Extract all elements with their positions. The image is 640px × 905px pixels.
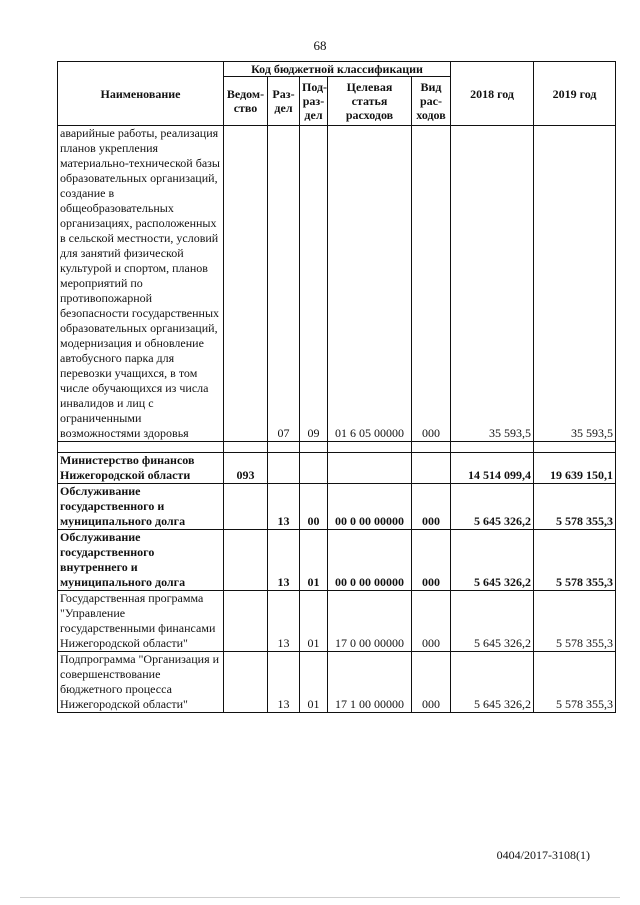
row-podrazdel: 09 [300, 126, 328, 442]
row-target: 00 0 00 00000 [328, 530, 412, 591]
row-vedomstvo [224, 530, 268, 591]
row-value-2018: 5 645 326,2 [451, 530, 534, 591]
header-vedomstvo: Ведом-ство [224, 77, 268, 126]
row-name: Государственная программа "Управление государственными финансами Нижегородской области" [58, 591, 224, 652]
row-target: 17 0 00 00000 [328, 591, 412, 652]
header-code-group: Код бюджетной классификации [224, 62, 451, 77]
spacer-row [58, 442, 616, 453]
row-razdel: 13 [268, 652, 300, 713]
header-year-2018: 2018 год [451, 62, 534, 126]
row-vid: 000 [412, 126, 451, 442]
row-name: Обслуживание государственного и муниципального долга [58, 484, 224, 530]
row-name: аварийные работы, реализация планов укрепления материально-технической базы образовательных организаций, создание в общеобразовательных организациях, расположенных в сельской местности, условий для занятий физической культурой и спортом, планов мероприятий по противопожарной безопасности государственных образовательных организаций, модернизация и обновление автобусного парка для перевозки учащихся, в том числе обучающихся из числа инвалидов и лиц с ограниченными возможностями здоровья [58, 126, 224, 442]
row-razdel: 13 [268, 591, 300, 652]
row-target: 17 1 00 00000 [328, 652, 412, 713]
row-value-2019: 5 578 355,3 [534, 530, 616, 591]
row-vid: 000 [412, 530, 451, 591]
row-value-2019: 5 578 355,3 [534, 652, 616, 713]
row-value-2019: 19 639 150,1 [534, 453, 616, 484]
row-razdel: 07 [268, 126, 300, 442]
row-razdel [268, 453, 300, 484]
table-row [58, 652, 616, 713]
row-vid [412, 453, 451, 484]
row-value-2018: 5 645 326,2 [451, 484, 534, 530]
header-target: Целевая статья расходов [328, 77, 412, 126]
row-razdel: 13 [268, 484, 300, 530]
page-number: 68 [313, 38, 327, 53]
row-razdel: 13 [268, 530, 300, 591]
row-vedomstvo [224, 652, 268, 713]
table-row [58, 484, 616, 530]
row-podrazdel: 01 [300, 652, 328, 713]
header-name: Наименование [58, 62, 224, 126]
row-vedomstvo [224, 126, 268, 442]
budget-table [57, 61, 616, 713]
table-row [58, 453, 616, 484]
row-value-2019: 5 578 355,3 [534, 484, 616, 530]
header-row-1 [58, 62, 616, 77]
row-podrazdel: 00 [300, 484, 328, 530]
bottom-divider [20, 897, 620, 898]
row-target [328, 453, 412, 484]
row-target: 00 0 00 00000 [328, 484, 412, 530]
row-vedomstvo: 093 [224, 453, 268, 484]
row-value-2018: 5 645 326,2 [451, 652, 534, 713]
header-podrazdel: Под-раз-дел [300, 77, 328, 126]
header-year-2019: 2019 год [534, 62, 616, 126]
row-vid: 000 [412, 484, 451, 530]
row-name: Обслуживание государственного внутреннего и муниципального долга [58, 530, 224, 591]
row-value-2019: 35 593,5 [534, 126, 616, 442]
table-row [58, 530, 616, 591]
row-podrazdel: 01 [300, 530, 328, 591]
header-razdel: Раз-дел [268, 77, 300, 126]
table-row [58, 126, 616, 442]
header-vid: Вид рас-ходов [412, 77, 451, 126]
row-value-2018: 35 593,5 [451, 126, 534, 442]
row-value-2018: 5 645 326,2 [451, 591, 534, 652]
row-value-2018: 14 514 099,4 [451, 453, 534, 484]
row-name: Подпрограмма "Организация и совершенствование бюджетного процесса Нижегородской области" [58, 652, 224, 713]
table-row [58, 591, 616, 652]
row-podrazdel [300, 453, 328, 484]
row-podrazdel: 01 [300, 591, 328, 652]
row-value-2019: 5 578 355,3 [534, 591, 616, 652]
row-target: 01 6 05 00000 [328, 126, 412, 442]
document-code: 0404/2017-3108(1) [496, 848, 590, 862]
row-vid: 000 [412, 591, 451, 652]
row-vid: 000 [412, 652, 451, 713]
row-vedomstvo [224, 484, 268, 530]
row-name: Министерство финансов Нижегородской области [58, 453, 224, 484]
row-vedomstvo [224, 591, 268, 652]
